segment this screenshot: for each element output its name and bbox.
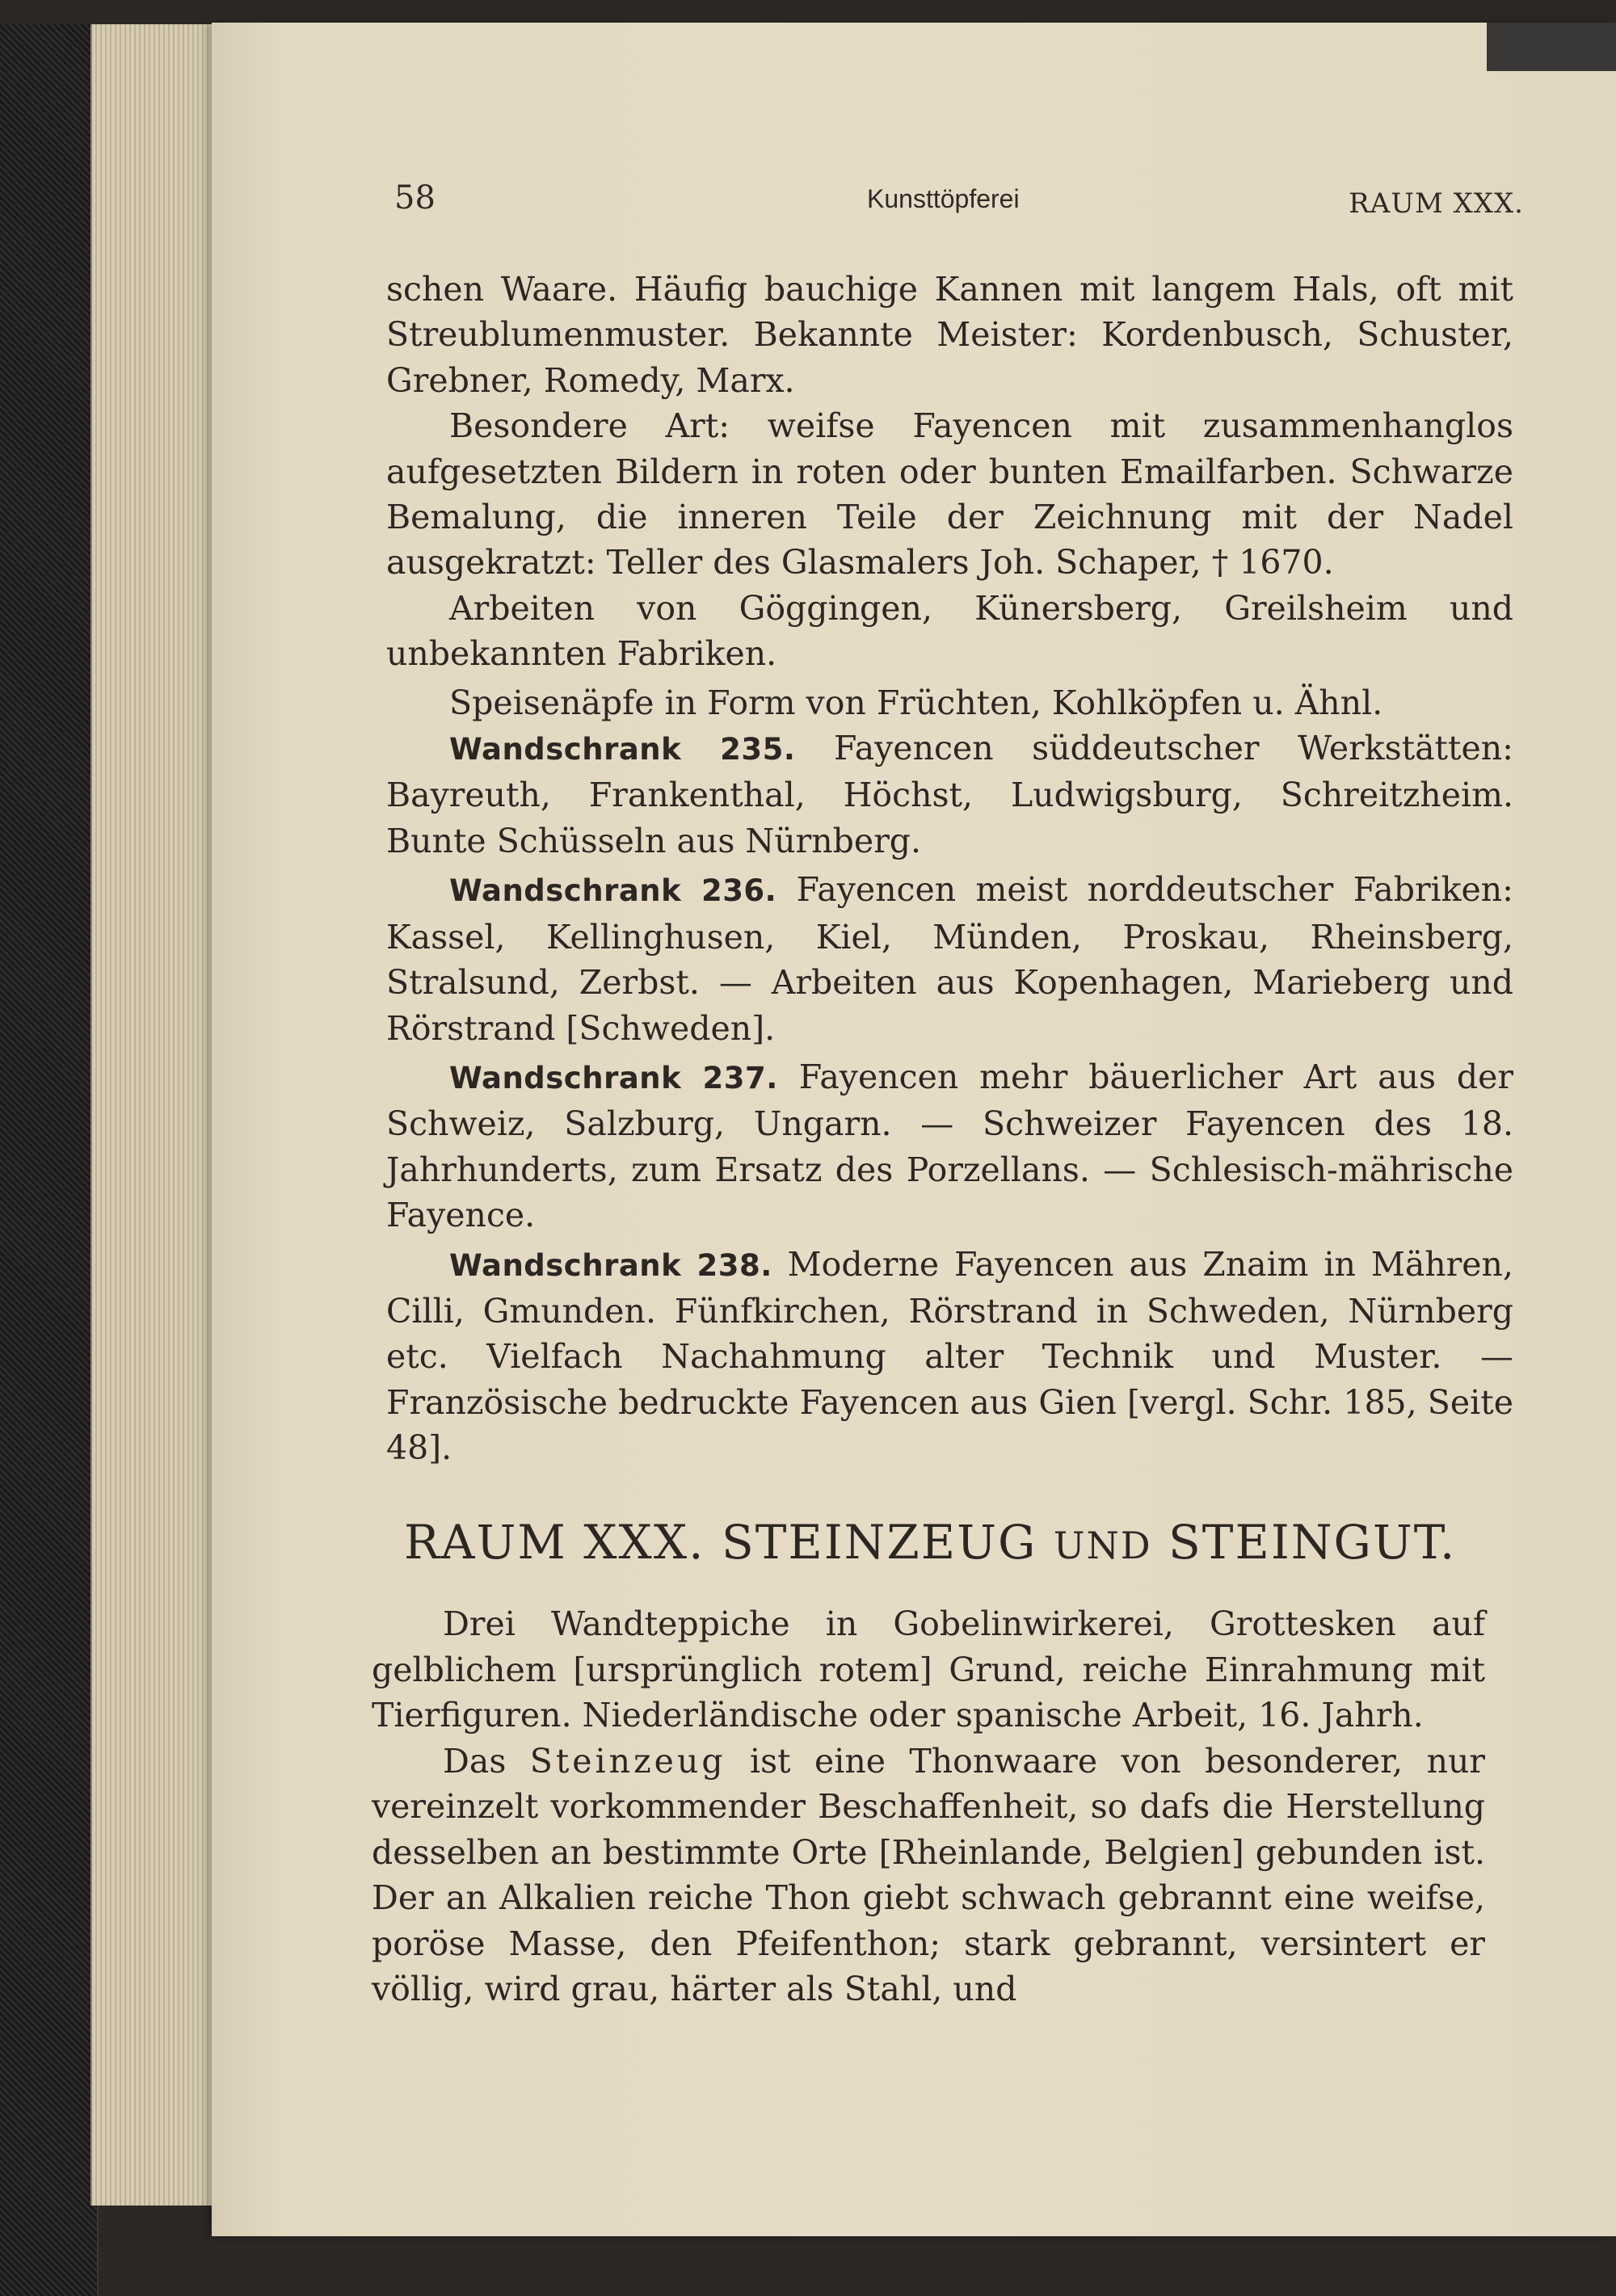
paragraph: Das Steinzeug ist eine Thonwaare von besonderer, nur vereinzelt vorkommender Beschaffenheit, so dafs die Herstellung desselben an bestimmte Orte [Rheinlande, Belgien] gebunden ist. Der an Alkalien reiche Thon giebt schwach gebrannt eine weifse, poröse Masse, den Pfeifenthon; stark gebrannt, versintert er völlig, wird grau, härter als Stahl, und [372,1741,1485,2008]
spaced-term: Steinzeug [529,1741,726,1781]
paragraph: Speisenäpfe in Form von Früchten, Kohlköpfen u. Ähnl. [449,683,1383,722]
paragraph: Wandschrank 236. Fayencen meist norddeutscher Fabriken: Kassel, Kellinghusen, Kiel, Münden, Proskau, Rheinsberg, Stralsund, Zerbst. — Arbeiten aus Kopenhagen, Marieberg und Rörstrand [Schweden]. [386,870,1513,1048]
chapter-title: Kunsttöpferei [867,184,1020,213]
page-number: 58 [394,179,436,217]
book-spine [0,24,99,2296]
paragraph: Wandschrank 235. Fayencen süddeutscher Werkstätten: Bayreuth, Frankenthal, Höchst, Ludwigsburg, Schreitzheim. Bunte Schüsseln aus Nürnberg. [386,729,1513,860]
cabinet-label: Wandschrank 235. [449,732,796,767]
paragraph: Wandschrank 238. Moderne Fayencen aus Znaim in Mähren, Cilli, Gmunden. Fünfkirchen, Rörstrand in Schweden, Nürnberg etc. Vielfach Nachahmung alter Technik und Muster. — Französische bedruckte Fayencen aus Gien [vergl. Schr. 185, Seite 48]. [386,1244,1513,1468]
background-corner [1487,23,1616,71]
paragraph: Drei Wandteppiche in Gobelinwirkerei, Grottesken auf gelblichem [ursprünglich rotem] Grund, reiche Einrahmung mit Tierfiguren. Niederländische oder spanische Arbeit, 16. Jahrh. [372,1604,1485,1735]
paragraph: Arbeiten von Göggingen, Künersberg, Greilsheim und unbekannten Fabriken. [386,588,1513,674]
cabinet-label: Wandschrank 237. [449,1060,778,1095]
running-header [394,179,1526,236]
cabinet-label: Wandschrank 236. [449,873,777,909]
paragraph: schen Waare. Häufig bauchige Kannen mit langem Hals, oft mit Streublumenmuster. Bekannte Meister: Kordenbusch, Schuster, Grebner, Romedy, Marx. [386,270,1513,400]
section-body-text [372,1601,1485,2012]
body-text [386,267,1513,1471]
room-title: RAUM XXX. [1349,187,1524,220]
section-heading: RAUM XXX. STEINZEUG UND STEINGUT. [404,1515,1457,1570]
paragraph: Wandschrank 237. Fayencen mehr bäuerlicher Art aus der Schweiz, Salzburg, Ungarn. — Schweizer Fayencen des 18. Jahrhunderts, zum Ersatz des Porzellans. — Schlesisch-mährische Fayence. [386,1057,1513,1235]
page-edges [90,24,221,2206]
cabinet-label: Wandschrank 238. [449,1247,772,1283]
paragraph: Besondere Art: weifse Fayencen mit zusammenhanglos aufgesetzten Bildern in roten oder bunten Emailfarben. Schwarze Bemalung, die inneren Teile der Zeichnung mit der Nadel ausgekratzt: Teller des Glasmalers Joh. Schaper, † 1670. [386,406,1513,582]
